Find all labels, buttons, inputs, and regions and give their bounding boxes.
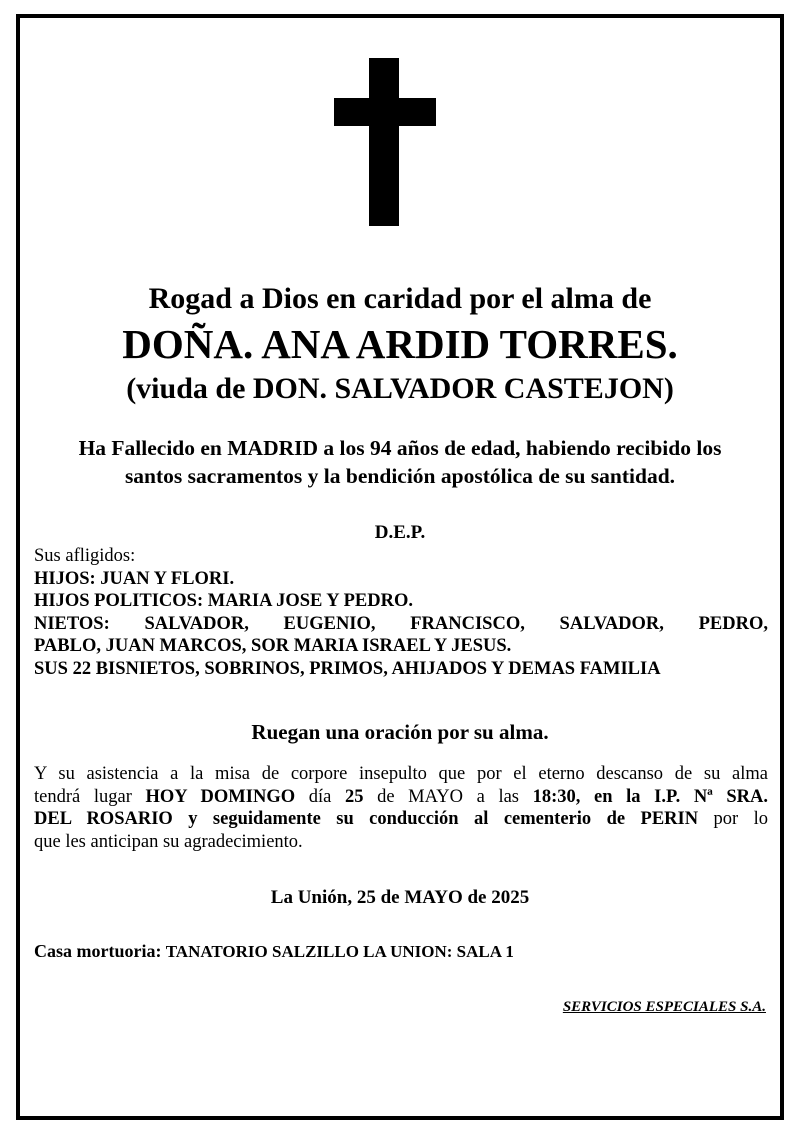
- mourners-list: [34, 545, 768, 680]
- announcement-line-2: santos sacramentos y la bendición apostólica de su santidad.: [124, 464, 676, 488]
- mourners-nietos-line-1: NIETOS: SALVADOR, EUGENIO, FRANCISCO, SALVADOR, PEDRO,: [34, 613, 768, 634]
- deceased-name: DOÑA. ANA ARDID TORRES.: [122, 321, 678, 367]
- mass-text: de MAYO a las: [377, 786, 520, 807]
- mourners-bisnietos: SUS 22 BISNIETOS, SOBRINOS, PRIMOS, AHIJADOS Y DEMAS FAMILIA: [34, 658, 661, 679]
- announcement-line-1: Ha Fallecido en MADRID a los 94 años de edad, habiendo recibido los: [78, 436, 722, 460]
- prayer-request: Ruegan una oración por su alma.: [251, 720, 549, 744]
- mass-text: por lo: [713, 809, 768, 829]
- funeral-home-label: Casa mortuoria:: [34, 941, 162, 961]
- mass-line-2: [34, 786, 768, 809]
- death-announcement: [30, 434, 770, 490]
- funeral-home-value: TANATORIO SALZILLO LA UNION: SALA 1: [165, 942, 514, 961]
- mourners-hijos: HIJOS: JUAN Y FLORI.: [34, 568, 235, 589]
- mourners-label: Sus afligidos:: [34, 546, 136, 566]
- cross-horizontal-bar: [334, 98, 436, 126]
- cross-vertical-bar: [369, 58, 399, 226]
- mourners-nietos-line-2: PABLO, JUAN MARCOS, SOR MARIA ISRAEL Y JESUS.: [34, 636, 512, 656]
- widow-line: (viuda de DON. SALVADOR CASTEJON): [126, 372, 674, 405]
- mass-church-cemetery: DEL ROSARIO y seguidamente su conducción al cementerio de PERIN: [34, 809, 699, 829]
- funeral-home: [34, 940, 768, 964]
- mass-day: HOY DOMINGO: [145, 786, 296, 807]
- mass-line-4: que les anticipan su agradecimiento.: [34, 831, 303, 852]
- mass-text: día: [308, 786, 332, 807]
- mass-time-place: 18:30, en la I.P. Nª SRA.: [532, 786, 769, 807]
- dep-text: D.E.P.: [374, 522, 426, 543]
- services-company: SERVICIOS ESPECIALES S.A.: [562, 999, 766, 1015]
- mass-date-number: 25: [344, 786, 364, 807]
- mourners-hijos-politicos: HIJOS POLITICOS: MARIA JOSE Y PEDRO.: [34, 591, 413, 611]
- mass-text: tendrá lugar: [34, 786, 132, 807]
- mass-line-1: Y su asistencia a la misa de corpore insepulto que por el eterno descanso de su alma: [34, 764, 768, 784]
- mass-line-3: [34, 808, 768, 831]
- date-place: La Unión, 25 de MAYO de 2025: [270, 887, 530, 908]
- prayer-heading: Rogad a Dios en caridad por el alma de: [148, 282, 652, 315]
- mass-paragraph: [34, 763, 768, 853]
